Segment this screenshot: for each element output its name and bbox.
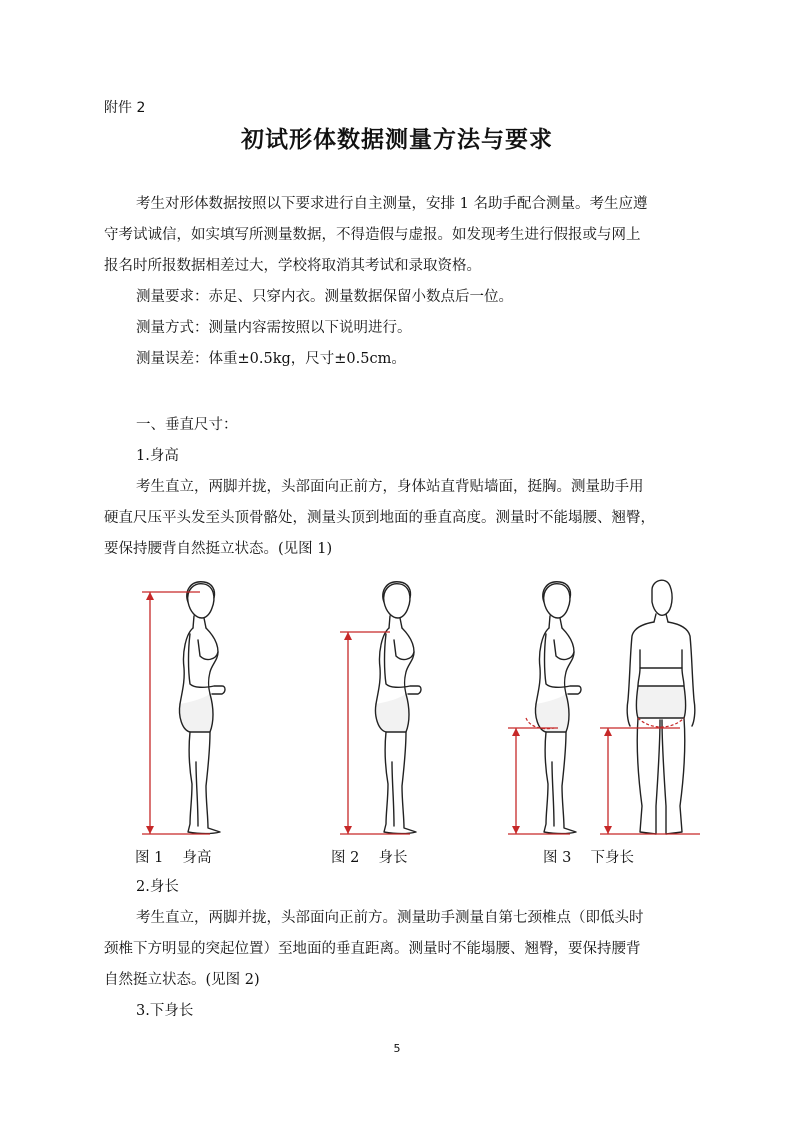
section-body-length bbox=[104, 872, 696, 1027]
figure-2 bbox=[340, 582, 421, 834]
measure-error: 测量误差：体重±0.5kg，尺寸±0.5cm。 bbox=[136, 351, 406, 367]
intro-line: 守考试诚信，如实填写所测量数据，不得造假与虚报。如发现考生进行假报或与网上 bbox=[104, 227, 641, 243]
section-heading: 一、垂直尺寸： bbox=[136, 417, 238, 433]
item-heading-body-length: 2.身长 bbox=[136, 879, 179, 895]
intro-line: 考生对形体数据按照以下要求进行自主测量，安排 1 名助手配合测量。考生应遵 bbox=[136, 196, 648, 212]
item-text: 要保持腰背自然挺立状态。(见图 1) bbox=[104, 541, 333, 557]
item-text: 硬直尺压平头发至头顶骨骼处，测量头顶到地面的垂直高度。测量时不能塌腰、翘臀， bbox=[104, 510, 655, 526]
item-text: 考生直立，两脚并拢，头部面向正前方。测量助手测量自第七颈椎点（即低头时 bbox=[136, 910, 644, 926]
item-text: 自然挺立状态。(见图 2) bbox=[104, 972, 260, 988]
section-vertical bbox=[104, 410, 696, 565]
figure-3 bbox=[508, 580, 700, 834]
attachment-label: 附件 2 bbox=[104, 100, 146, 116]
figure-1-caption: 图 1 身高 bbox=[135, 850, 212, 866]
page-number: 5 bbox=[393, 1042, 401, 1055]
measure-method: 测量方式：测量内容需按照以下说明进行。 bbox=[136, 320, 412, 336]
intro-paragraph bbox=[104, 189, 696, 375]
measurement-figures bbox=[60, 568, 740, 840]
intro-line: 报名时所报数据相差过大，学校将取消其考试和录取资格。 bbox=[104, 258, 481, 274]
measure-requirement: 测量要求：赤足、只穿内衣。测量数据保留小数点后一位。 bbox=[136, 289, 513, 305]
item-text: 颈椎下方明显的突起位置）至地面的垂直距离。测量时不能塌腰、翘臀，要保持腰背 bbox=[104, 941, 641, 957]
figure-2-caption: 图 2 身长 bbox=[331, 850, 408, 866]
item-text: 考生直立，两脚并拢，头部面向正前方，身体站直背贴墙面，挺胸。测量助手用 bbox=[136, 479, 644, 495]
page-title: 初试形体数据测量方法与要求 bbox=[241, 127, 553, 153]
item-heading-height: 1.身高 bbox=[136, 448, 179, 464]
figure-3-caption: 图 3 下身长 bbox=[543, 850, 634, 866]
figure-1 bbox=[142, 582, 225, 834]
item-heading-lower-body: 3.下身长 bbox=[136, 1003, 194, 1019]
